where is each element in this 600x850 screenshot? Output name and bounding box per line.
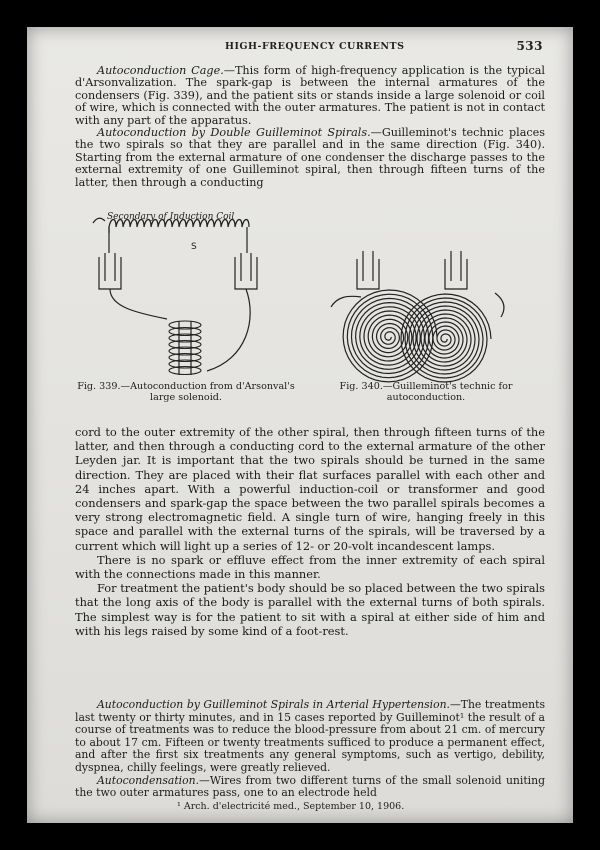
main-text bbox=[75, 425, 545, 638]
paragraph-double-spirals bbox=[75, 127, 545, 189]
coil-label-s: S bbox=[191, 242, 197, 252]
text-autoconduction-cage: —This form of high-frequency application is the typical d'Arsonvalization. The spark-gap is between the internal armatures of the condensers (Fig. 339), and the patient sits or stands inside a large solenoid or coil of wire, which is connected with the outer armatures. The patient is not in contact with any part of the apparatus. bbox=[75, 64, 546, 127]
text-autocondensation: —Wires from two different turns of the small solenoid uniting the two outer armatures pass, one to an electrode held bbox=[75, 773, 545, 800]
text-double-spirals: —Guilleminot's technic places the two spirals so that they are parallel and in the same direction (Fig. 340). Starting from the external armature of one condenser the discharge passes to the external extremity of one Guilleminot spiral, then through fifteen turns of the latter, then through a conducting bbox=[75, 126, 545, 189]
lower-text bbox=[75, 699, 545, 800]
book-page bbox=[27, 27, 573, 823]
paragraph-no-spark: There is no spark or effluve effect from the inner extremity of each spiral with the connections made in this manner. bbox=[75, 552, 545, 582]
heading-hypertension: Autoconduction by Guilleminot Spirals in Arterial Hypertension. bbox=[97, 698, 450, 711]
figure-340-spirals-diagram bbox=[327, 237, 527, 387]
figure-340-caption: Fig. 340.—Guilleminot's technic for autoconduction. bbox=[339, 381, 513, 403]
top-text bbox=[75, 65, 545, 189]
figure-339-solenoid-diagram bbox=[87, 209, 287, 381]
text-hypertension: —The treatments last twenty or thirty minutes, and in 15 cases reported by Guilleminot¹ the result of a course of treatments was to reduce the blood-pressure from about 21 cm. of mercury to about 17 cm. Fifteen or twenty treatments sufficed to produce a permanent effect, and after the first six treatments any general symptoms, such as vertigo, debility, dyspnea, chilly feelings, were greatly relieved. bbox=[75, 698, 546, 774]
paragraph-hypertension bbox=[75, 699, 545, 775]
heading-autoconduction-cage: Autoconduction Cage. bbox=[97, 64, 224, 77]
paragraph-continued: cord to the outer extremity of the other spiral, then through fifteen turns of the latter, and then through a conducting cord to the external armature of the other Leyden jar. It is important that the two spirals should be turned in the same direction. They are placed with their flat surfaces parallel with each other and 24 inches apart. With a powerful induction-coil or transformer and good condensers and spark-gap the space between the two parallel spirals becomes a very strong electromagnetic field. A single turn of wire, hanging freely in this space and parallel with the external turns of the spirals, will be traversed by a current which will light up a series of 12- or 20-volt incandescent lamps. bbox=[75, 425, 545, 553]
handwritten-coil-label: Secondary of Induction Coil bbox=[107, 212, 235, 222]
running-title: HIGH-FREQUENCY CURRENTS bbox=[225, 41, 405, 52]
paragraph-autoconduction-cage bbox=[75, 65, 545, 127]
running-header bbox=[27, 39, 573, 55]
heading-autocondensation: Autocondensation. bbox=[97, 773, 200, 787]
page-number: 533 bbox=[516, 39, 543, 53]
footnote: ¹ Arch. d'electricité med., September 10, 1906. bbox=[177, 801, 405, 812]
paragraph-autocondensation bbox=[75, 775, 545, 800]
heading-double-spirals: Autoconduction by Double Guilleminot Spirals. bbox=[97, 126, 371, 140]
paragraph-treatment: For treatment the patient's body should be so placed between the two spirals that the long axis of the body is parallel with the external turns of both spirals. The simplest way is for the patient to sit with a spiral at either side of him and with his legs raised by some kind of a foot-rest. bbox=[75, 581, 545, 638]
figure-339-caption: Fig. 339.—Autoconduction from d'Arsonval's large solenoid. bbox=[77, 381, 295, 403]
